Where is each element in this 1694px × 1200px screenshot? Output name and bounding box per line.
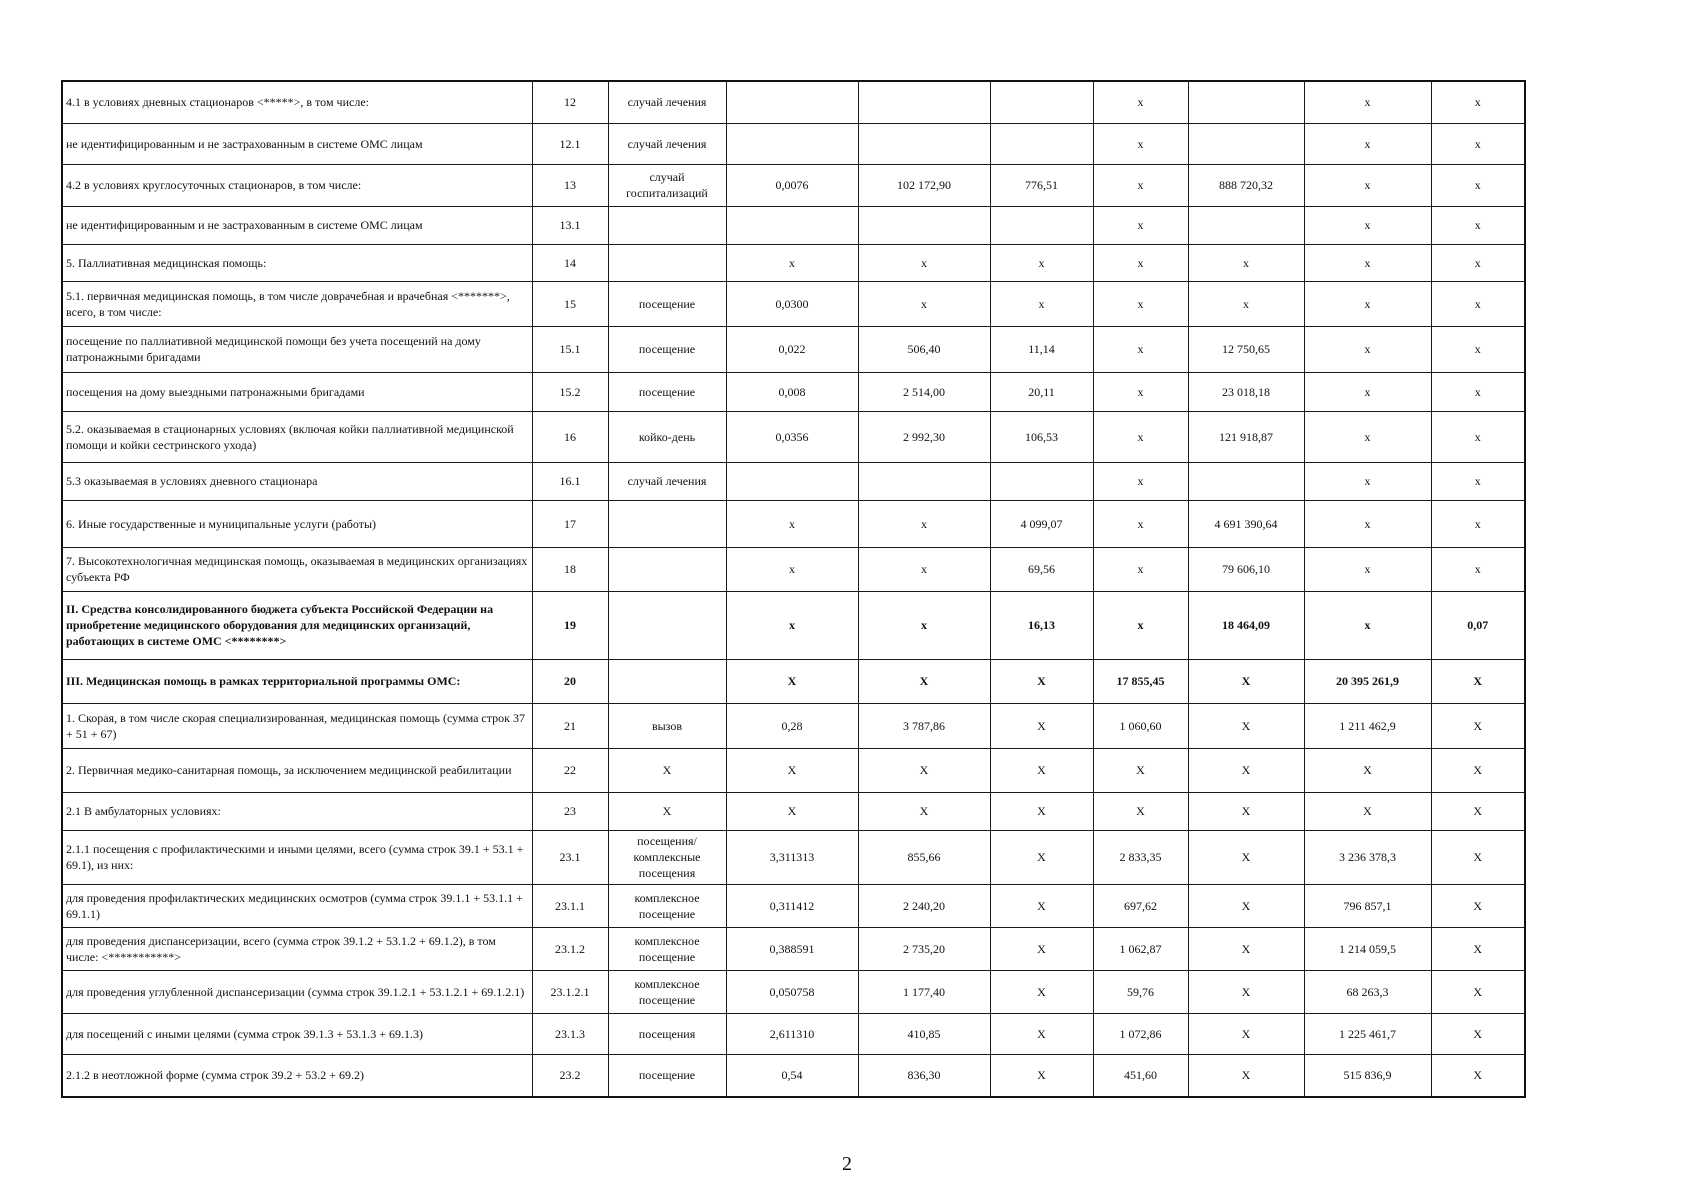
row-number: 16 [532, 411, 608, 462]
table-body [62, 81, 1525, 1097]
cell-value-1 [726, 462, 858, 500]
cell-value-7: x [1431, 206, 1525, 244]
cell-value-6: x [1304, 411, 1431, 462]
row-number: 15.1 [532, 326, 608, 372]
row-name: для посещений с иными целями (сумма строк 39.1.3 + 53.1.3 + 69.1.3) [62, 1013, 532, 1054]
row-unit [608, 206, 726, 244]
cell-value-6: 68 263,3 [1304, 970, 1431, 1013]
row-number: 13 [532, 164, 608, 206]
cell-value-7: 0,07 [1431, 591, 1525, 659]
cell-value-5: X [1188, 659, 1304, 703]
cell-value-5: X [1188, 830, 1304, 884]
row-name: 5.3 оказываемая в условиях дневного стационара [62, 462, 532, 500]
cell-value-4: x [1093, 244, 1188, 281]
row-name: 2.1.2 в неотложной форме (сумма строк 39.2 + 53.2 + 69.2) [62, 1054, 532, 1097]
cell-value-6: 1 214 059,5 [1304, 927, 1431, 970]
row-unit: комплексное посещение [608, 970, 726, 1013]
cell-value-1: 0,388591 [726, 927, 858, 970]
row-name: 6. Иные государственные и муниципальные услуги (работы) [62, 500, 532, 547]
cell-value-4: 451,60 [1093, 1054, 1188, 1097]
row-number: 23.1.2.1 [532, 970, 608, 1013]
cell-value-1 [726, 81, 858, 123]
row-number: 17 [532, 500, 608, 547]
cell-value-4: 17 855,45 [1093, 659, 1188, 703]
cell-value-1: 0,050758 [726, 970, 858, 1013]
table-row [62, 206, 1525, 244]
row-unit: X [608, 792, 726, 830]
cell-value-2: 2 514,00 [858, 372, 990, 411]
cell-value-2: X [858, 792, 990, 830]
cell-value-7: X [1431, 703, 1525, 748]
cell-value-6: x [1304, 164, 1431, 206]
cell-value-5 [1188, 123, 1304, 164]
cell-value-3: X [990, 927, 1093, 970]
row-number: 23.1 [532, 830, 608, 884]
cell-value-1 [726, 206, 858, 244]
cell-value-1: 0,022 [726, 326, 858, 372]
cell-value-3: X [990, 792, 1093, 830]
cell-value-6: x [1304, 500, 1431, 547]
cell-value-2: 102 172,90 [858, 164, 990, 206]
cell-value-2 [858, 123, 990, 164]
row-unit: случай лечения [608, 123, 726, 164]
cell-value-3 [990, 81, 1093, 123]
table-row [62, 659, 1525, 703]
table-row [62, 547, 1525, 591]
table-row [62, 748, 1525, 792]
table-row [62, 1013, 1525, 1054]
cell-value-1: x [726, 591, 858, 659]
cell-value-3: X [990, 830, 1093, 884]
cell-value-1: x [726, 244, 858, 281]
table-row [62, 884, 1525, 927]
cell-value-6: 3 236 378,3 [1304, 830, 1431, 884]
cell-value-5: x [1188, 244, 1304, 281]
cell-value-2 [858, 81, 990, 123]
row-name: 4.2 в условиях круглосуточных стационаров, в том числе: [62, 164, 532, 206]
table-row [62, 81, 1525, 123]
cell-value-1: x [726, 500, 858, 547]
cell-value-6: x [1304, 326, 1431, 372]
cell-value-4: x [1093, 500, 1188, 547]
cell-value-5: X [1188, 1013, 1304, 1054]
row-name: не идентифицированным и не застрахованным в системе ОМС лицам [62, 206, 532, 244]
row-number: 23.2 [532, 1054, 608, 1097]
cell-value-7: X [1431, 830, 1525, 884]
cell-value-3: 69,56 [990, 547, 1093, 591]
row-number: 15.2 [532, 372, 608, 411]
cell-value-3: X [990, 703, 1093, 748]
row-unit: койко-день [608, 411, 726, 462]
cell-value-7: X [1431, 1013, 1525, 1054]
table-row [62, 372, 1525, 411]
row-unit: вызов [608, 703, 726, 748]
table-row [62, 164, 1525, 206]
cell-value-1: 0,54 [726, 1054, 858, 1097]
row-number: 16.1 [532, 462, 608, 500]
row-unit: комплексное посещение [608, 927, 726, 970]
cell-value-2: x [858, 281, 990, 326]
cell-value-2: X [858, 748, 990, 792]
row-number: 12 [532, 81, 608, 123]
cell-value-5: 18 464,09 [1188, 591, 1304, 659]
cell-value-2: 3 787,86 [858, 703, 990, 748]
cell-value-3: X [990, 1013, 1093, 1054]
cell-value-6: x [1304, 547, 1431, 591]
cell-value-4: 1 072,86 [1093, 1013, 1188, 1054]
row-name: посещение по паллиативной медицинской помощи без учета посещений на дому патронажными бригадами [62, 326, 532, 372]
cell-value-1: 2,611310 [726, 1013, 858, 1054]
cell-value-6: x [1304, 372, 1431, 411]
row-number: 14 [532, 244, 608, 281]
cell-value-4: X [1093, 792, 1188, 830]
cell-value-5: 23 018,18 [1188, 372, 1304, 411]
financing-table [61, 80, 1526, 1098]
cell-value-7: X [1431, 927, 1525, 970]
cell-value-6: x [1304, 591, 1431, 659]
row-unit: посещение [608, 281, 726, 326]
cell-value-5 [1188, 81, 1304, 123]
row-number: 22 [532, 748, 608, 792]
table-row [62, 462, 1525, 500]
cell-value-1: X [726, 659, 858, 703]
cell-value-3: 776,51 [990, 164, 1093, 206]
cell-value-6: 515 836,9 [1304, 1054, 1431, 1097]
cell-value-7: X [1431, 792, 1525, 830]
cell-value-7: X [1431, 970, 1525, 1013]
table-row [62, 326, 1525, 372]
row-number: 23 [532, 792, 608, 830]
cell-value-5: X [1188, 927, 1304, 970]
cell-value-4: x [1093, 372, 1188, 411]
cell-value-4: x [1093, 281, 1188, 326]
cell-value-7: x [1431, 462, 1525, 500]
row-unit: случай госпитализаций [608, 164, 726, 206]
cell-value-7: X [1431, 884, 1525, 927]
table-row [62, 970, 1525, 1013]
cell-value-1: 0,0356 [726, 411, 858, 462]
cell-value-6: x [1304, 81, 1431, 123]
cell-value-6: X [1304, 792, 1431, 830]
table-row [62, 411, 1525, 462]
table-row [62, 927, 1525, 970]
table-row [62, 591, 1525, 659]
cell-value-3: X [990, 659, 1093, 703]
cell-value-2: 1 177,40 [858, 970, 990, 1013]
row-name: 5. Паллиативная медицинская помощь: [62, 244, 532, 281]
row-unit: случай лечения [608, 81, 726, 123]
row-name: 2. Первичная медико-санитарная помощь, за исключением медицинской реабилитации [62, 748, 532, 792]
row-number: 12.1 [532, 123, 608, 164]
cell-value-2: x [858, 547, 990, 591]
cell-value-2: 410,85 [858, 1013, 990, 1054]
cell-value-7: x [1431, 547, 1525, 591]
cell-value-7: x [1431, 372, 1525, 411]
cell-value-7: x [1431, 500, 1525, 547]
cell-value-7: x [1431, 123, 1525, 164]
cell-value-5: 888 720,32 [1188, 164, 1304, 206]
cell-value-5: X [1188, 1054, 1304, 1097]
cell-value-6: 796 857,1 [1304, 884, 1431, 927]
cell-value-3: 20,11 [990, 372, 1093, 411]
cell-value-3: X [990, 970, 1093, 1013]
cell-value-7: x [1431, 326, 1525, 372]
row-name: III. Медицинская помощь в рамках территориальной программы ОМС: [62, 659, 532, 703]
table-row [62, 830, 1525, 884]
cell-value-5: 79 606,10 [1188, 547, 1304, 591]
cell-value-2: X [858, 659, 990, 703]
cell-value-5: 12 750,65 [1188, 326, 1304, 372]
cell-value-7: x [1431, 244, 1525, 281]
cell-value-5: X [1188, 792, 1304, 830]
cell-value-4: x [1093, 123, 1188, 164]
cell-value-2: 855,66 [858, 830, 990, 884]
row-name: 2.1.1 посещения с профилактическими и иными целями, всего (сумма строк 39.1 + 53.1 + 69.1), из них: [62, 830, 532, 884]
cell-value-1: 0,008 [726, 372, 858, 411]
cell-value-4: x [1093, 411, 1188, 462]
row-name: не идентифицированным и не застрахованным в системе ОМС лицам [62, 123, 532, 164]
row-unit [608, 547, 726, 591]
cell-value-3: 16,13 [990, 591, 1093, 659]
row-number: 23.1.3 [532, 1013, 608, 1054]
row-name: 5.2. оказываемая в стационарных условиях (включая койки паллиативной медицинской помощи и койки сестринского ухода) [62, 411, 532, 462]
cell-value-6: X [1304, 748, 1431, 792]
row-name: 5.1. первичная медицинская помощь, в том числе доврачебная и врачебная <*******>, всего, в том числе: [62, 281, 532, 326]
cell-value-6: x [1304, 281, 1431, 326]
cell-value-3: 106,53 [990, 411, 1093, 462]
row-unit: X [608, 748, 726, 792]
row-name: 2.1 В амбулаторных условиях: [62, 792, 532, 830]
row-name: посещения на дому выездными патронажными бригадами [62, 372, 532, 411]
row-number: 19 [532, 591, 608, 659]
row-number: 21 [532, 703, 608, 748]
cell-value-4: x [1093, 326, 1188, 372]
cell-value-1: 0,28 [726, 703, 858, 748]
row-number: 18 [532, 547, 608, 591]
table-row [62, 123, 1525, 164]
cell-value-4: X [1093, 748, 1188, 792]
cell-value-1: x [726, 547, 858, 591]
cell-value-5: 4 691 390,64 [1188, 500, 1304, 547]
cell-value-4: 1 060,60 [1093, 703, 1188, 748]
cell-value-6: x [1304, 206, 1431, 244]
row-name: 4.1 в условиях дневных стационаров <*****>, в том числе: [62, 81, 532, 123]
row-number: 23.1.1 [532, 884, 608, 927]
cell-value-3 [990, 206, 1093, 244]
row-unit [608, 244, 726, 281]
cell-value-5: X [1188, 748, 1304, 792]
row-name: 1. Скорая, в том числе скорая специализированная, медицинская помощь (сумма строк 37 + 51 + 67) [62, 703, 532, 748]
row-unit [608, 591, 726, 659]
cell-value-4: x [1093, 164, 1188, 206]
cell-value-3 [990, 462, 1093, 500]
cell-value-1: 0,311412 [726, 884, 858, 927]
cell-value-4: 697,62 [1093, 884, 1188, 927]
row-unit: случай лечения [608, 462, 726, 500]
cell-value-5 [1188, 206, 1304, 244]
cell-value-7: x [1431, 164, 1525, 206]
cell-value-6: x [1304, 244, 1431, 281]
row-number: 23.1.2 [532, 927, 608, 970]
row-unit: посещение [608, 326, 726, 372]
cell-value-3: x [990, 281, 1093, 326]
cell-value-3: X [990, 748, 1093, 792]
row-number: 15 [532, 281, 608, 326]
cell-value-3: 4 099,07 [990, 500, 1093, 547]
row-unit: посещения/ комплексные посещения [608, 830, 726, 884]
cell-value-7: X [1431, 748, 1525, 792]
cell-value-5: X [1188, 884, 1304, 927]
cell-value-2 [858, 462, 990, 500]
cell-value-2: x [858, 500, 990, 547]
table-row [62, 281, 1525, 326]
row-unit [608, 659, 726, 703]
cell-value-2: x [858, 591, 990, 659]
cell-value-2: x [858, 244, 990, 281]
cell-value-6: x [1304, 462, 1431, 500]
cell-value-4: x [1093, 547, 1188, 591]
row-name: для проведения углубленной диспансеризации (сумма строк 39.1.2.1 + 53.1.2.1 + 69.1.2.1) [62, 970, 532, 1013]
cell-value-5 [1188, 462, 1304, 500]
table-row [62, 1054, 1525, 1097]
cell-value-1: 0,0076 [726, 164, 858, 206]
cell-value-7: X [1431, 1054, 1525, 1097]
row-name: для проведения профилактических медицинских осмотров (сумма строк 39.1.1 + 53.1.1 + 69.1.1) [62, 884, 532, 927]
cell-value-5: x [1188, 281, 1304, 326]
cell-value-4: 2 833,35 [1093, 830, 1188, 884]
row-unit [608, 500, 726, 547]
cell-value-1 [726, 123, 858, 164]
cell-value-2 [858, 206, 990, 244]
row-unit: посещение [608, 1054, 726, 1097]
page-number: 2 [842, 1153, 852, 1175]
cell-value-3: X [990, 1054, 1093, 1097]
cell-value-4: 1 062,87 [1093, 927, 1188, 970]
table-row [62, 792, 1525, 830]
cell-value-2: 506,40 [858, 326, 990, 372]
cell-value-2: 2 992,30 [858, 411, 990, 462]
cell-value-5: 121 918,87 [1188, 411, 1304, 462]
cell-value-1: X [726, 748, 858, 792]
cell-value-7: x [1431, 281, 1525, 326]
row-unit: посещение [608, 372, 726, 411]
cell-value-6: 20 395 261,9 [1304, 659, 1431, 703]
cell-value-6: 1 211 462,9 [1304, 703, 1431, 748]
cell-value-1: X [726, 792, 858, 830]
cell-value-4: x [1093, 206, 1188, 244]
row-name: II. Средства консолидированного бюджета субъекта Российской Федерации на приобретение медицинского оборудования для медицинских организаций, работающих в системе ОМС <********> [62, 591, 532, 659]
row-unit: посещения [608, 1013, 726, 1054]
row-number: 13.1 [532, 206, 608, 244]
cell-value-5: X [1188, 970, 1304, 1013]
cell-value-3 [990, 123, 1093, 164]
cell-value-5: X [1188, 703, 1304, 748]
cell-value-6: x [1304, 123, 1431, 164]
cell-value-3: x [990, 244, 1093, 281]
row-name: 7. Высокотехнологичная медицинская помощь, оказываемая в медицинских организациях субъекта РФ [62, 547, 532, 591]
cell-value-3: 11,14 [990, 326, 1093, 372]
table-row [62, 500, 1525, 547]
cell-value-7: x [1431, 81, 1525, 123]
row-name: для проведения диспансеризации, всего (сумма строк 39.1.2 + 53.1.2 + 69.1.2), в том числе: <***********> [62, 927, 532, 970]
cell-value-6: 1 225 461,7 [1304, 1013, 1431, 1054]
cell-value-7: x [1431, 411, 1525, 462]
cell-value-3: X [990, 884, 1093, 927]
table-row [62, 703, 1525, 748]
cell-value-4: x [1093, 591, 1188, 659]
cell-value-2: 836,30 [858, 1054, 990, 1097]
cell-value-7: X [1431, 659, 1525, 703]
row-number: 20 [532, 659, 608, 703]
table-row [62, 244, 1525, 281]
cell-value-2: 2 735,20 [858, 927, 990, 970]
cell-value-1: 3,311313 [726, 830, 858, 884]
cell-value-1: 0,0300 [726, 281, 858, 326]
cell-value-4: x [1093, 81, 1188, 123]
cell-value-4: 59,76 [1093, 970, 1188, 1013]
row-unit: комплексное посещение [608, 884, 726, 927]
cell-value-2: 2 240,20 [858, 884, 990, 927]
cell-value-4: x [1093, 462, 1188, 500]
